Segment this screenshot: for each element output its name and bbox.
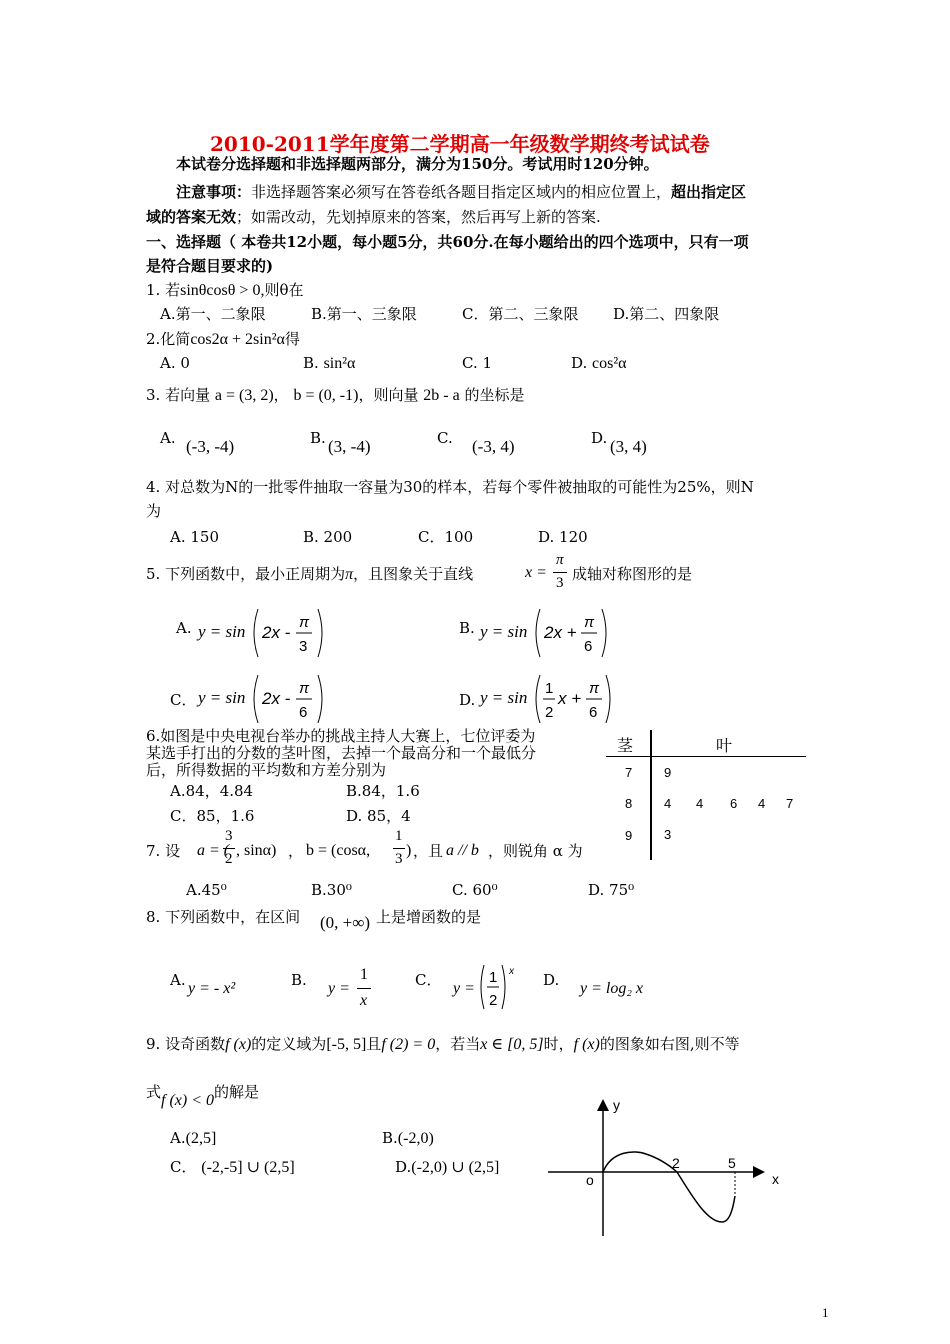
notice-bold-1: 超出指定区: [671, 183, 747, 201]
notice-text-1: 非选择题答案必须写在答卷纸各题目指定区域内的相应位置上，: [251, 183, 672, 201]
leaf-8-5: 7: [786, 796, 794, 811]
y-axis-label: y: [613, 1097, 620, 1113]
q5-frac-bar: [553, 572, 567, 573]
q9-line2-b: 的解是: [214, 1083, 260, 1101]
q6-option-d: D. 85，4: [346, 807, 411, 825]
q7-stem-c: ，则锐角 α 为: [488, 842, 583, 860]
q5-stem-c: 成轴对称图形的是: [572, 565, 693, 583]
q5-option-a-func: y = sin: [198, 622, 246, 641]
q5-b-frac-den: 6: [584, 638, 593, 655]
q1-option-a: A.第一、二象限: [160, 305, 266, 323]
q7-option-b: B.30⁰: [311, 881, 352, 899]
q8-option-a-label: A.: [170, 971, 186, 989]
q9-function-graph: [540, 1090, 790, 1240]
q8-c-num: 1: [489, 969, 498, 986]
q3-stem-a: 3. 若向量: [146, 386, 211, 404]
q5-d-frac1-num: 1: [545, 680, 554, 697]
q9-option-c-value: (-2,-5] ∪ (2,5]: [201, 1159, 295, 1176]
page-number: 1: [822, 1305, 829, 1320]
exam-intro: 本试卷分选择题和非选择题两部分，满分为150分。考试用时120分钟。: [176, 155, 659, 173]
q9-xin: x ∈ [0, 5]: [480, 1036, 544, 1053]
q5-d-paren-left: [536, 675, 540, 723]
q4-stem-line-1: 4. 对总数为N的一批零件抽取一容量为30的样本，若每个零件被抽取的可能性为25%，则N: [146, 478, 754, 496]
q2-option-a: A. 0: [160, 354, 190, 372]
q1-stem-a: 1. 若: [146, 281, 181, 299]
q9-option-b-label: B.: [382, 1129, 398, 1147]
q8-option-c-frac: [478, 962, 518, 1012]
q9-option-d: [395, 1157, 499, 1178]
q8-option-a-expr: y = - x²: [188, 980, 236, 997]
q7-frac2-bar: [393, 848, 405, 849]
q3-stem-b: ，则向量: [358, 386, 419, 404]
q5-frac-num: π: [556, 552, 564, 568]
q2-option-d: [571, 353, 627, 374]
leaf-8-1: 4: [664, 796, 672, 811]
q8-option-b-den: x: [360, 992, 368, 1009]
q2-stem: [146, 329, 300, 350]
notice-text-2: ；如需改动，先划掉原来的答案，然后再写上新的答案.: [236, 208, 601, 226]
q5-d-frac2-num: π: [589, 680, 600, 697]
section1-line-2: 是符合题目要求的): [146, 257, 274, 275]
q5-option-d-arg: [532, 672, 614, 726]
q3-stem: [146, 385, 525, 406]
q5-option-d-func: y = sin: [480, 688, 528, 707]
q1-stem-b: 则θ在: [264, 281, 304, 299]
q1-option-d: D.第二、四象限: [613, 305, 720, 323]
q9-option-c: [170, 1157, 295, 1178]
q3-option-b-value: (3, -4): [328, 437, 371, 456]
q2-option-b: [303, 353, 355, 374]
q5-c-frac-num: π: [299, 680, 310, 697]
leaf-8-3: 6: [730, 796, 738, 811]
q9-fx: f (x): [225, 1036, 252, 1053]
leaf-header: 叶: [716, 738, 733, 755]
q8-option-b-num: 1: [360, 966, 368, 983]
q2-stem-b: 得: [284, 330, 300, 348]
q5-c-paren-left: [254, 675, 258, 723]
q7-comma: ，: [288, 842, 304, 860]
q5-pi: π: [345, 566, 354, 583]
q5-c-arg-text: 2x -: [262, 689, 291, 708]
q9-option-b-value: (-2,0): [397, 1130, 434, 1147]
q5-b-paren-right: [602, 609, 606, 657]
notice-bold-2: 域的答案无效: [146, 208, 237, 226]
q9-stem-b: 的定义域为: [251, 1035, 327, 1053]
q5-stem-a: 5. 下列函数中，最小正周期为: [146, 565, 346, 583]
q8-option-c-lhs: y =: [453, 980, 475, 997]
q8-option-c-label: C．: [415, 971, 442, 989]
q7-vec-b: b = (cosα,: [306, 842, 371, 859]
q5-option-c-arg: [250, 672, 330, 726]
q5-stem-b: ，且图象关于直线: [353, 565, 474, 583]
q9-option-d-value: (-2,0) ∪ (2,5]: [411, 1159, 500, 1176]
q6-stem-line-2: 某选手打出的分数的茎叶图，去掉一个最高分和一个最低分: [146, 744, 537, 762]
notice-label: 注意事项：: [176, 183, 252, 201]
stem-header: 茎: [617, 738, 634, 755]
q8-option-b-lhs: y =: [328, 980, 350, 997]
q8-c-exp: x: [509, 966, 514, 977]
q7-frac1-num: 3: [225, 828, 233, 844]
q5-stem: [146, 564, 473, 585]
q5-b-frac-num: π: [584, 614, 595, 631]
q2-option-c: C. 1: [462, 354, 493, 372]
q8-option-b-label: B.: [291, 971, 307, 989]
q4-option-b: B. 200: [303, 528, 353, 546]
origin-label: o: [586, 1172, 594, 1188]
q3-option-a-value: (-3, -4): [186, 437, 235, 456]
q5-line-eq: x =: [525, 564, 547, 581]
q2-option-d-expr: cos²α: [592, 355, 627, 372]
q5-d-paren-right: [606, 675, 610, 723]
q6-stem-line-3: 后，所得数据的平均数和方差分别为: [146, 761, 387, 779]
q7-frac1-bar: [223, 848, 235, 849]
q3-stem-c: 的坐标是: [464, 386, 525, 404]
q9-stem-line-2: [146, 1082, 260, 1109]
q9-stem-a: 9. 设奇函数: [146, 1035, 226, 1053]
q5-option-c-label: C．: [170, 691, 197, 709]
q2-option-b-label: B.: [303, 354, 319, 372]
q5-c-paren-right: [318, 675, 322, 723]
x-axis-label: x: [772, 1171, 779, 1187]
q7-frac2-den: 3: [395, 851, 403, 867]
q9-stem-e: 时，: [543, 1035, 574, 1053]
q5-option-b-arg: [532, 606, 612, 660]
q9-domain: [-5, 5]: [326, 1036, 367, 1053]
q8-option-d-label: D.: [543, 971, 560, 989]
q5-option-a-arg: [250, 606, 330, 660]
q9-f2: f (2) = 0: [381, 1036, 436, 1053]
q9-fx2: f (x): [573, 1036, 600, 1053]
q7-stem-a: 7. 设: [146, 842, 181, 860]
q9-option-c-label: C．: [170, 1158, 197, 1176]
q6-option-b: B.84，1.6: [346, 782, 420, 800]
x-tick-5: 5: [728, 1155, 736, 1171]
q5-option-b-label: B.: [459, 619, 475, 637]
q6-option-a: A.84，4.84: [170, 782, 254, 800]
q3-option-c-value: (-3, 4): [472, 437, 515, 456]
q2-stem-a: 2.化简: [146, 330, 191, 348]
q6-stem-line-1: 6.如图是中央电视台举办的挑战主持人大赛上，七位评委为: [146, 727, 536, 745]
q4-stem-line-2: 为: [146, 502, 162, 520]
q9-line2-a: 式: [146, 1083, 162, 1101]
leaf-9-1: 3: [664, 827, 672, 842]
q9-ineq: f (x) < 0: [161, 1092, 215, 1109]
q5-a-paren-right: [318, 609, 322, 657]
q6-option-c: C．85，1.6: [170, 807, 255, 825]
q8-stem-a: 8. 下列函数中，在区间: [146, 908, 301, 926]
q3-vector-a: a = (3, 2): [214, 387, 274, 404]
stem-8: 8: [625, 796, 633, 811]
q5-a-paren-left: [254, 609, 258, 657]
q9-option-a-label: A.: [170, 1129, 186, 1147]
q2-option-b-expr: sin²α: [323, 355, 356, 372]
leaf-8-2: 4: [696, 796, 704, 811]
stem-leaf-header-rule: [606, 756, 806, 757]
q5-b-arg-text: 2x +: [544, 623, 577, 642]
q8-c-paren-left: [481, 965, 484, 1009]
q9-option-d-label: D.: [395, 1158, 412, 1176]
leaf-7-1: 9: [664, 765, 672, 780]
q7-vec-a-end: , sinα): [236, 842, 277, 859]
q9-stem-c: 且: [366, 1035, 382, 1053]
function-curve: [603, 1152, 735, 1222]
q5-a-frac-den: 3: [299, 638, 308, 655]
q9-option-a-value: (2,5]: [185, 1130, 217, 1147]
q9-option-b: [382, 1128, 434, 1149]
q3-vector-b: b = (0, -1): [293, 387, 359, 404]
notice-line-2: [146, 207, 601, 227]
q2-option-d-label: D.: [571, 354, 588, 372]
q7-option-c: C. 60⁰: [452, 881, 498, 899]
q5-d-frac1-den: 2: [545, 704, 554, 721]
q3-option-b-label: B.: [310, 429, 326, 447]
q7-option-d: D. 75⁰: [588, 881, 635, 899]
q8-stem-b: 上是增函数的是: [376, 908, 482, 926]
q9-stem-f: 的图象如右图,则不等: [599, 1035, 740, 1053]
leaf-8-4: 4: [758, 796, 766, 811]
q3-expr: 2b - a: [423, 387, 460, 404]
q4-option-d: D. 120: [538, 528, 588, 546]
q7-vec-a: a = (: [197, 842, 230, 859]
q8-c-paren-right: [502, 965, 505, 1009]
q5-c-frac-den: 6: [299, 704, 308, 721]
page-title: 2010-2011学年度第二学期高一年级数学期终考试试卷: [210, 132, 710, 156]
q5-option-c-func: y = sin: [198, 688, 246, 707]
stem-7: 7: [625, 765, 633, 780]
q1-expr: sinθcosθ > 0,: [180, 282, 265, 299]
q9-option-a: [170, 1128, 216, 1149]
q1-stem: [146, 280, 303, 301]
q8-c-den: 2: [489, 992, 498, 1009]
q3-option-d-value: (3, 4): [610, 437, 647, 456]
stem-leaf-divider: [650, 730, 652, 860]
q9-stem-line-1: [146, 1034, 740, 1055]
q7-stem-b: ，且: [413, 842, 444, 860]
q7-parallel: a // b: [446, 842, 479, 859]
q7-option-a: A.45⁰: [186, 881, 227, 899]
q5-d-frac2-den: 6: [589, 704, 598, 721]
q3-option-c-label: C.: [437, 429, 453, 447]
q3-option-d-label: D.: [591, 429, 608, 447]
q3-option-a-label: A.: [160, 429, 176, 447]
q5-a-arg-text: 2x -: [262, 623, 291, 642]
q7-frac2-num: 1: [395, 828, 403, 844]
q5-option-a-label: A.: [176, 619, 192, 637]
q7-vec-b-end: ): [406, 842, 412, 859]
q3-comma: ，: [273, 386, 289, 404]
q8-option-d-expr: y = log₂ x: [580, 980, 644, 997]
q5-frac-den: 3: [556, 575, 564, 591]
q5-b-paren-left: [536, 609, 540, 657]
q4-option-a: A. 150: [170, 528, 219, 546]
q2-expr: cos2α + 2sin²α: [190, 331, 285, 348]
q5-option-b-func: y = sin: [480, 622, 528, 641]
notice-line-1: [176, 182, 746, 202]
x-tick-2: 2: [672, 1155, 680, 1171]
stem-9: 9: [625, 828, 633, 843]
q5-option-d-label: D.: [459, 691, 476, 709]
q5-d-arg-text: x +: [558, 689, 582, 708]
stem-leaf-plot: [606, 726, 806, 861]
q8-option-b-bar: [357, 988, 371, 989]
q1-option-c: C．第二、三象限: [462, 305, 579, 323]
q5-a-frac-num: π: [299, 614, 310, 631]
q7-frac1-den: 2: [225, 851, 233, 867]
q4-option-c: C．100: [418, 528, 474, 546]
section1-line-1: 一、选择题（ 本卷共12小题，每小题5分，共60分.在每小题给出的四个选项中，只有一项: [146, 233, 749, 251]
q1-option-b: B.第一、三象限: [311, 305, 417, 323]
q8-interval: (0, +∞): [320, 913, 371, 932]
q5-option-a-expr: [198, 622, 245, 642]
q9-stem-d: ，若当: [435, 1035, 481, 1053]
